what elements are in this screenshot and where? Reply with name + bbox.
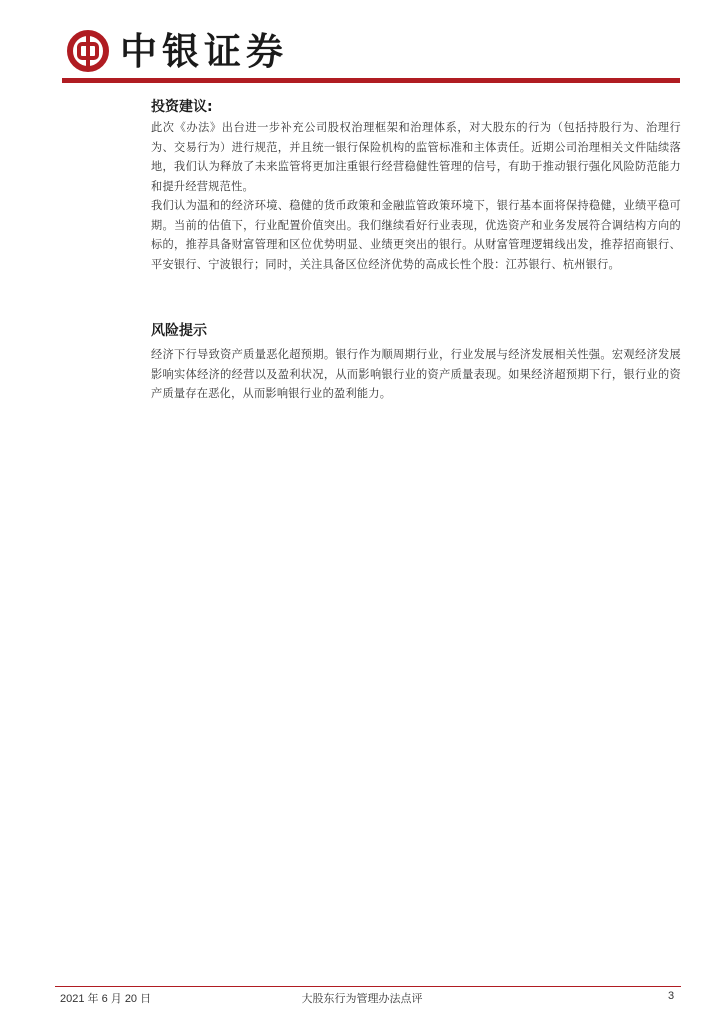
investment-paragraph-1: [151, 118, 681, 196]
section-title-investment: 投资建议:: [151, 99, 213, 115]
risk-section: [151, 320, 681, 340]
footer-date: 2021 年 6 月 20 日: [60, 993, 152, 1005]
footer-divider: [55, 986, 681, 987]
bank-of-china-logo-icon: [66, 29, 110, 73]
paragraph: 我们认为温和的经济环境、稳健的货币政策和金融监管政策环境下，银行基本面将保持稳健，业绩平稳可期。当前的估值下，行业配置价值突出。我们继续看好行业表现，优选资产和业务发展符合调结构方向的标的，推荐具备财富管理和区位优势明显、业绩更突出的银行。从财富管理逻辑线出发，推荐招商银行、平安银行、宁波银行；同时，关注具备区位经济优势的高成长性个股：江苏银行、杭州银行。: [151, 199, 681, 271]
header-divider: [62, 78, 680, 83]
paragraph: 经济下行导致资产质量恶化超预期。银行作为顺周期行业，行业发展与经济发展相关性强。宏观经济发展影响实体经济的经营以及盈利状况，从而影响银行业的资产质量表现。如果经济超预期下行，银行业的资产质量存在恶化，从而影响银行业的盈利能力。: [151, 348, 681, 400]
report-header: [62, 28, 682, 76]
footer-doc-title: 大股东行为管理办法点评: [301, 992, 423, 1005]
brand-name: 中银证券: [120, 29, 288, 73]
page-number: 3: [668, 990, 675, 1002]
investment-paragraph-2: [151, 196, 681, 274]
paragraph: 此次《办法》出台进一步补充公司股权治理框架和治理体系，对大股东的行为（包括持股行为、治理行为、交易行为）进行规范，并且统一银行保险机构的监管标准和主体责任。近期公司治理相关文件陆续落地，我们认为释放了未来监管将更加注重银行经营稳健性管理的信号，有助于推动银行强化风险防范能力和提升经营规范性。: [151, 121, 681, 193]
section-title-risk: 风险提示: [151, 323, 207, 339]
risk-paragraph-1: [151, 345, 681, 404]
investment-section: [151, 96, 681, 116]
